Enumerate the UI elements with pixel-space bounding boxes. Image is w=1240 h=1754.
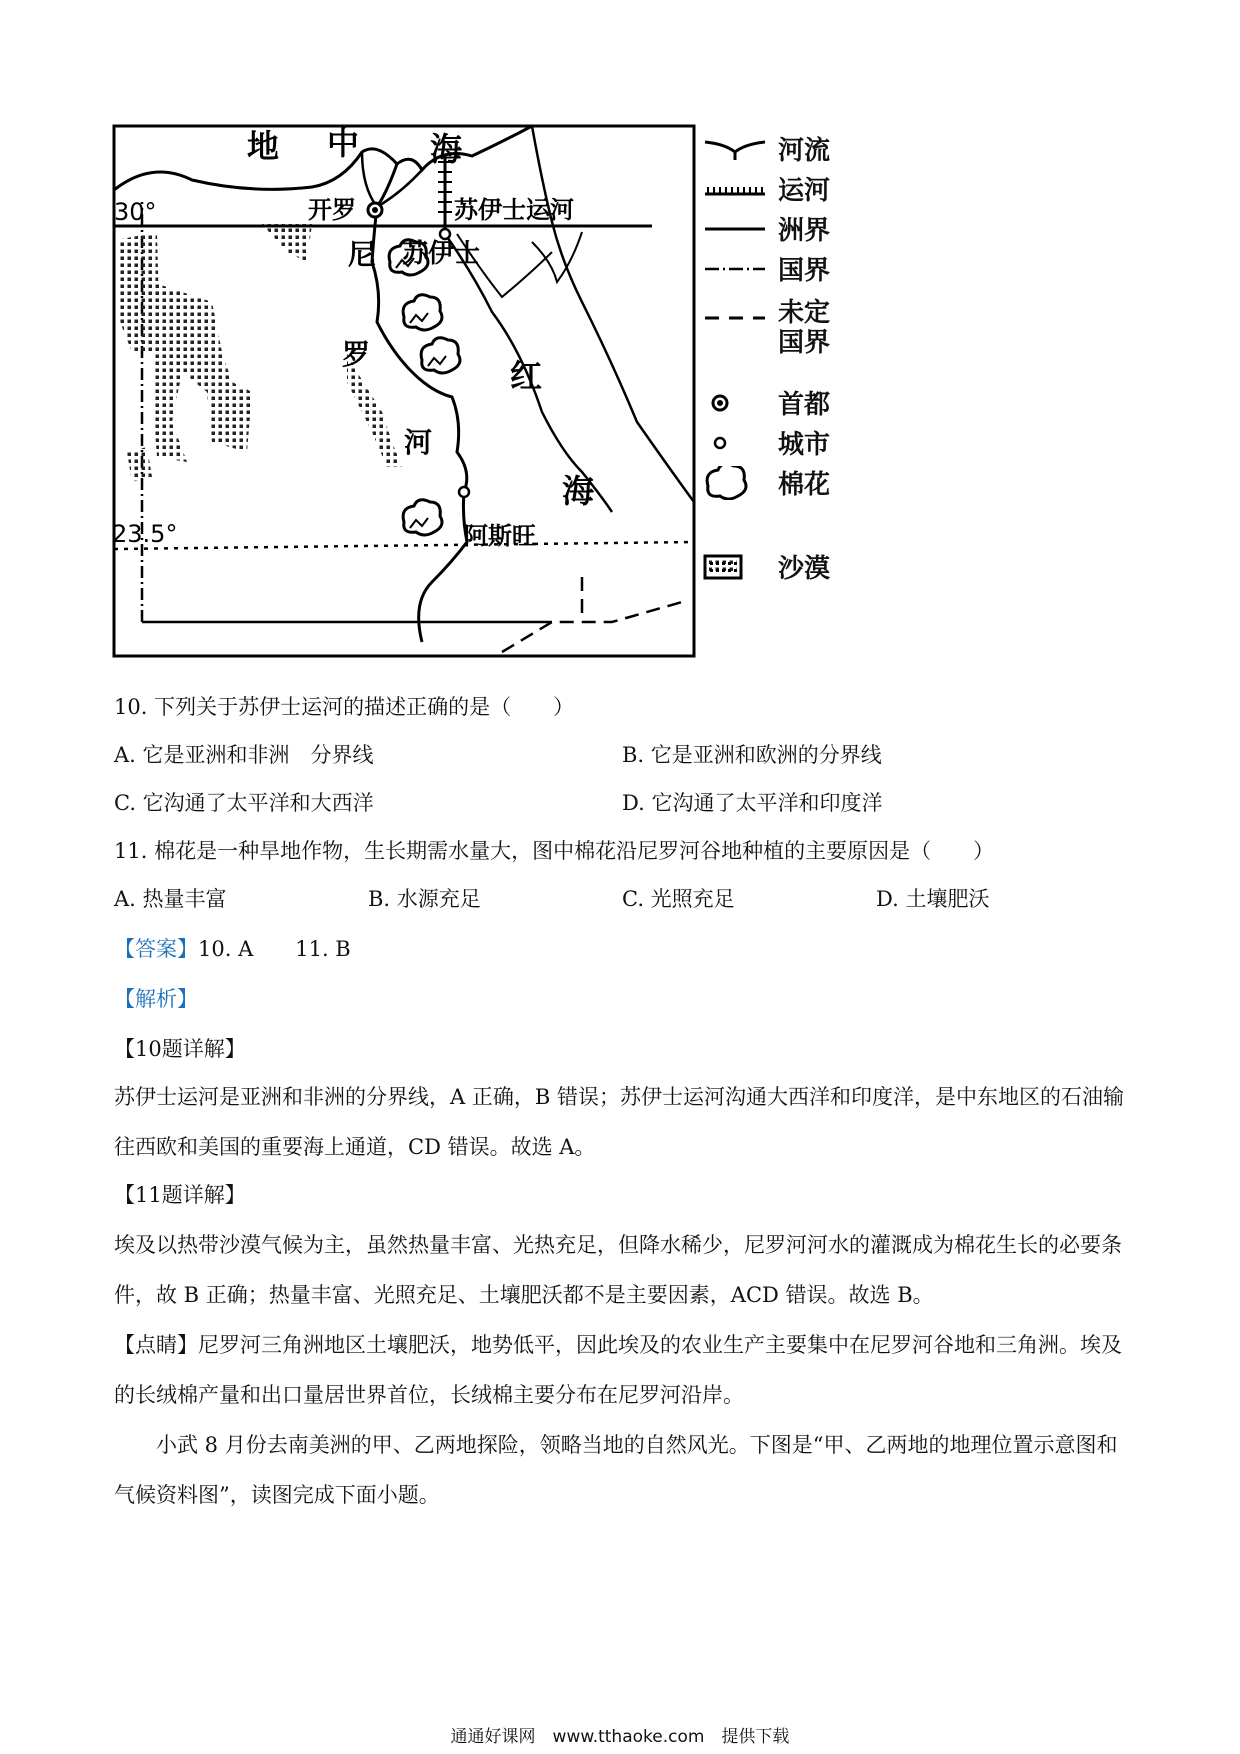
- map-label-suez-canal: 苏伊士运河: [454, 196, 574, 224]
- map-frame: [114, 126, 694, 656]
- nile-river: [372, 164, 467, 642]
- cotton-icon: [421, 338, 460, 373]
- next-question-intro: 小武 8 月份去南美洲的甲、乙两地探险，领略当地的自然风光。下图是“甲、乙两地的地理位置示意图和气候资料图”，读图完成下面小题。: [114, 1433, 1118, 1507]
- answer-tag: 【答案】: [114, 937, 198, 961]
- canal-icon: [700, 174, 770, 204]
- map-label-lat235: 23.5°: [112, 520, 178, 548]
- map-label-aswan: 阿斯旺: [464, 522, 536, 550]
- capital-icon: [700, 388, 770, 418]
- lat-235-line: [114, 542, 694, 549]
- map-label-sea1-b: 中: [327, 124, 360, 162]
- q11-option-b: B. 水源充足: [368, 887, 481, 911]
- analysis-tag: 【解析】: [114, 987, 198, 1011]
- legend-capital: 首都: [700, 384, 830, 421]
- map-label-nile-2: 罗: [342, 338, 371, 371]
- legend-continent-boundary: 洲界: [700, 210, 830, 247]
- answer-line: [114, 934, 351, 964]
- national-boundary-icon: [700, 254, 770, 284]
- city-icon: [440, 229, 450, 239]
- desert-icon: [700, 552, 770, 582]
- cotton-icon: [403, 295, 442, 330]
- map-legend: [700, 122, 900, 662]
- river-icon: [700, 134, 770, 164]
- desert-area: [262, 224, 312, 262]
- q10-option-d: D. 它沟通了太平洋和印度洋: [622, 791, 883, 815]
- question-11: 11. 棉花是一种旱地作物，生长期需水量大，图中棉花沿尼罗河谷地种植的主要原因是（ ）: [114, 839, 995, 863]
- analysis-paragraph-11: 埃及以热带沙漠气候为主，虽然热量丰富、光热充足，但降水稀少，尼罗河河水的灌溉成为棉花生长的必要条件，故 B 正确；热量丰富、光照充足、土壤肥沃都不是主要因素，ACD 错误。故选 B。: [114, 1233, 1122, 1307]
- question-10: 10. 下列关于苏伊士运河的描述正确的是（ ）: [114, 695, 575, 719]
- legend-cotton: 棉花: [700, 464, 830, 501]
- legend-canal: 运河: [700, 170, 830, 207]
- legend-undetermined-boundary: 未定: [700, 292, 830, 329]
- legend-undetermined-boundary-line2: 国界: [778, 328, 831, 358]
- city-icon: [700, 428, 770, 458]
- analysis-heading-10: 【10题详解】: [114, 1037, 246, 1061]
- desert-area: [152, 282, 252, 462]
- q10-option-a: A. 它是亚洲和非洲 分界线: [114, 743, 374, 767]
- q11-option-c: C. 光照充足: [622, 887, 735, 911]
- tip-tag: 【点睛】: [114, 1333, 198, 1357]
- continent-boundary-icon: [700, 214, 770, 244]
- map-label-nile-3: 河: [404, 426, 433, 459]
- analysis-heading-11: 【11题详解】: [114, 1183, 246, 1207]
- q10-option-b: B. 它是亚洲和欧洲的分界线: [622, 743, 882, 767]
- city-icon: [459, 487, 469, 497]
- undetermined-boundary-icon: [700, 296, 770, 326]
- map-label-sea1-a: 地: [247, 127, 280, 165]
- cotton-icon: [700, 466, 770, 500]
- map-label-nile-1: 尼: [348, 238, 377, 271]
- tip-paragraph: [114, 1320, 1134, 1420]
- undetermined-border: [502, 602, 682, 652]
- map-label-suez: 苏伊士: [402, 239, 481, 269]
- answer-text: 10. A 11. B: [198, 937, 351, 961]
- analysis-paragraph-10: 苏伊士运河是亚洲和非洲的分界线，A 正确，B 错误；苏伊士运河沟通大西洋和印度洋，是中东地区的石油输往西欧和美国的重要海上通道，CD 错误。故选 A。: [114, 1085, 1124, 1159]
- coastline: [114, 126, 532, 190]
- map-label-sea1-c: 海: [430, 130, 463, 168]
- tip-text: 尼罗河三角洲地区土壤肥沃，地势低平，因此埃及的农业生产主要集中在尼罗河谷地和三角洲。埃及的长绒棉产量和出口量居世界首位，长绒棉主要分布在尼罗河沿岸。: [114, 1333, 1122, 1407]
- q11-option-a: A. 热量丰富: [114, 887, 227, 911]
- legend-desert: 沙漠: [700, 548, 830, 585]
- map-label-cairo: 开罗: [308, 196, 356, 224]
- cotton-icon: [403, 500, 442, 535]
- page-footer: 通通好课网 www.tthaoke.com 提供下载: [450, 1727, 790, 1747]
- map-label-red-2: 海: [562, 472, 595, 510]
- legend-national-boundary: 国界: [700, 250, 830, 287]
- legend-city: 城市: [700, 424, 830, 461]
- map-label-lat30: 30°: [114, 198, 157, 226]
- legend-river: 河流: [700, 130, 830, 167]
- q10-option-c: C. 它沟通了太平洋和大西洋: [114, 791, 374, 815]
- red-sea-east-coast: [532, 126, 694, 502]
- map-label-red-1: 红: [510, 357, 543, 395]
- q11-option-d: D. 土壤肥沃: [876, 887, 990, 911]
